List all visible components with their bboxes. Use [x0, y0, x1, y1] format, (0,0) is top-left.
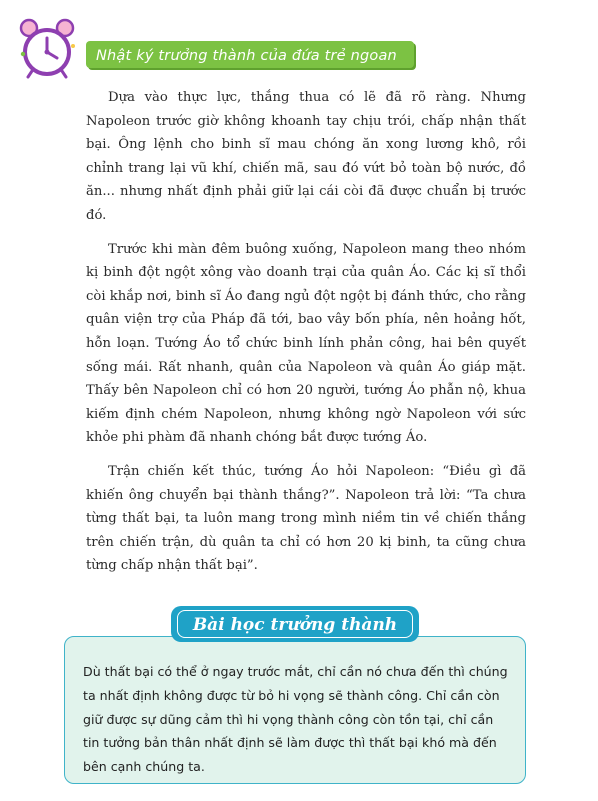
page-header-title: Nhật ký trưởng thành của đứa trẻ ngoan	[96, 48, 397, 64]
alarm-clock-icon	[18, 18, 78, 80]
story-paragraph-3: Trận chiến kết thúc, tướng Áo hỏi Napoleon: “Điều gì đã khiến ông chuyển bại thành thắng?”. Napoleon trả lời: “Ta chưa từng thất bại, ta luôn mang trong mình niềm tin về chiến thắng trên chiến trận, dù quân ta chỉ có hơn 20 kị binh, ta cũng chưa từng chấp nhận thất bại”.	[86, 463, 526, 574]
story-body	[86, 86, 526, 588]
lesson-title: Bài học trưởng thành	[192, 615, 398, 635]
story-paragraph-1: Dựa vào thực lực, thắng thua có lẽ đã rõ ràng. Nhưng Napoleon trước giờ không khoanh tay chịu trói, chấp nhận thất bại. Ông lệnh cho binh sĩ mau chóng ăn xong lương khô, rồi chỉnh trang lại vũ khí, chiến mã, sau đó vứt bỏ toàn bộ nước, đồ ăn... nhưng nhất định phải giữ lại cái còi đã được chuẩn bị trước đó.	[86, 90, 526, 223]
lesson-text: Dù thất bại có thể ở ngay trước mắt, chỉ cần nó chưa đến thì chúng ta nhất định không được từ bỏ hi vọng sẽ thành công. Chỉ cần còn giữ được sự dũng cảm thì hi vọng thành công còn tồn tại, chỉ cần tin tưởng bản thân nhất định sẽ làm được thì thất bại khó mà đến bên cạnh chúng ta.	[83, 664, 508, 775]
story-paragraph-2: Trước khi màn đêm buông xuống, Napoleon mang theo nhóm kị binh đột ngột xông vào doanh trại của quân Áo. Các kị sĩ thổi còi khắp nơi, binh sĩ Áo đang ngủ đột ngột bị đánh thức, cho rằng quân viện trợ của Pháp đã tới, bao vây bốn phía, nên hoảng hốt, hỗn loạn. Tướng Áo tổ chức binh lính phản công, hai bên quyết sống mái. Rất nhanh, quân của Napoleon và quân Áo giáp mặt. Thấy bên Napoleon chỉ có hơn 20 người, tướng Áo phẫn nộ, khua kiếm định chém Napoleon, nhưng không ngờ Napoleon với sức khỏe phi phàm đã nhanh chóng bắt được tướng Áo.	[86, 241, 526, 446]
